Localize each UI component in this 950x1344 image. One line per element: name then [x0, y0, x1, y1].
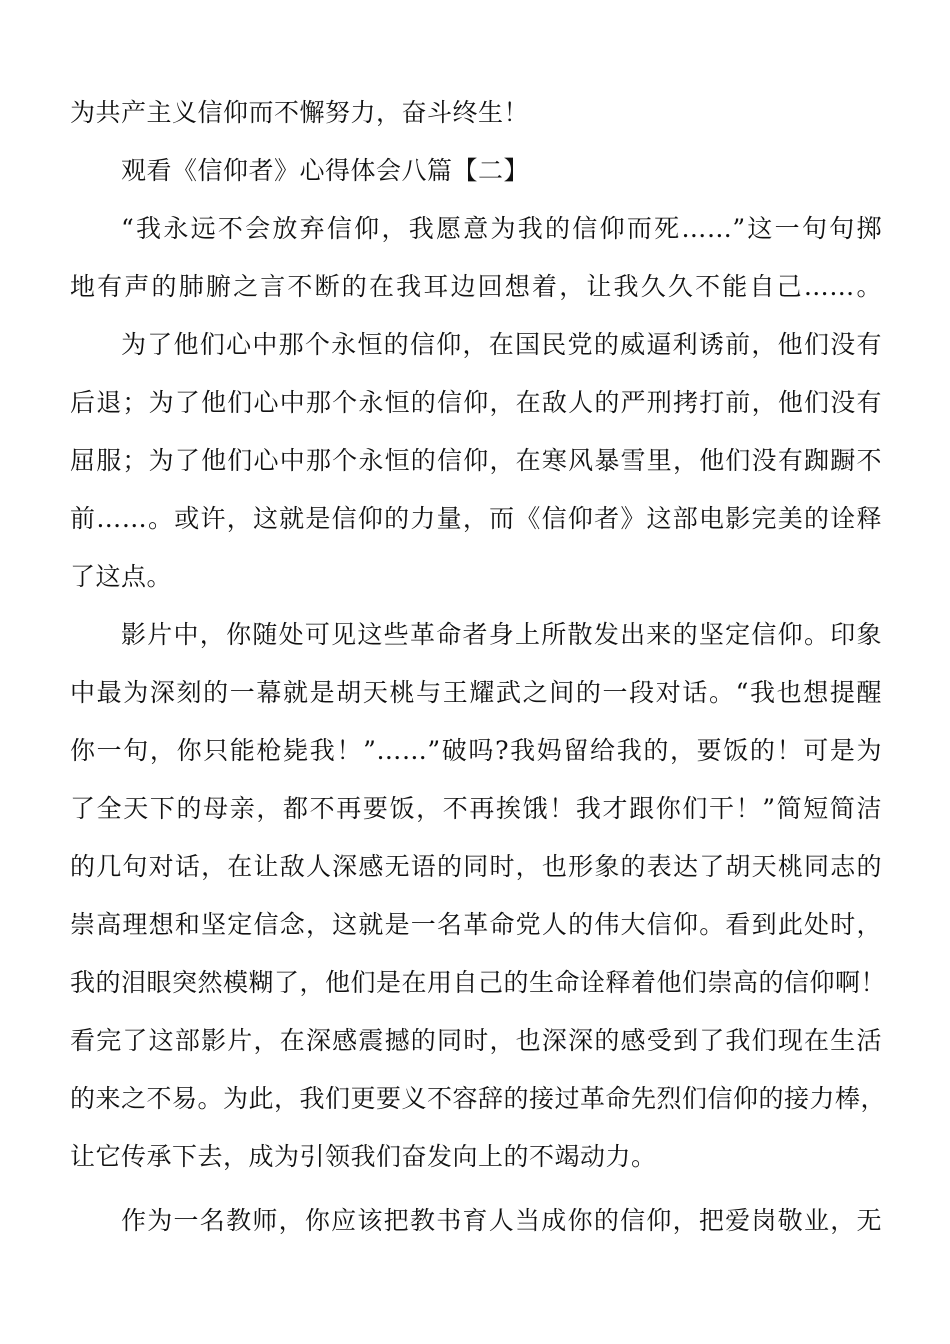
text-line: 你一句，你只能枪毙我！”……”破吗?我妈留给我的，要饭的！可是为: [70, 736, 882, 765]
text-line: 为共产主义信仰而不懈努力，奋斗终生！: [70, 98, 530, 127]
text-line: “我永远不会放弃信仰，我愿意为我的信仰而死……”这一句句掷: [121, 214, 882, 243]
text-line: 为了他们心中那个永恒的信仰，在国民党的威逼利诱前，他们没有: [121, 330, 882, 359]
text-line: 我的泪眼突然模糊了，他们是在用自己的生命诠释着他们崇高的信仰啊！: [70, 968, 887, 997]
text-line: 中最为深刻的一幕就是胡天桃与王耀武之间的一段对话。“我也想提醒: [70, 678, 882, 707]
text-line: 地有声的肺腑之言不断的在我耳边回想着，让我久久不能自己……。: [70, 272, 882, 301]
text-line: 让它传承下去，成为引领我们奋发向上的不竭动力。: [70, 1142, 657, 1171]
text-line: 了这点。: [70, 562, 173, 591]
text-line: 前……。或许，这就是信仰的力量，而《信仰者》这部电影完美的诠释: [70, 504, 882, 533]
text-line: 的几句对话，在让敌人深感无语的同时，也形象的表达了胡天桃同志的: [70, 852, 882, 881]
text-line: 影片中，你随处可见这些革命者身上所散发出来的坚定信仰。印象: [121, 620, 882, 649]
text-line: 作为一名教师，你应该把教书育人当成你的信仰，把爱岗敬业，无: [121, 1206, 882, 1235]
text-line: 了全天下的母亲，都不再要饭，不再挨饿！我才跟你们干！”简短简洁: [70, 794, 882, 823]
text-line: 崇高理想和坚定信念，这就是一名革命党人的伟大信仰。看到此处时，: [70, 910, 882, 939]
text-line: 屈服；为了他们心中那个永恒的信仰，在寒风暴雪里，他们没有踟蹰不: [70, 446, 882, 475]
text-line: 后退；为了他们心中那个永恒的信仰，在敌人的严刑拷打前，他们没有: [70, 388, 882, 417]
text-line: 的来之不易。为此，我们更要义不容辞的接过革命先烈们信仰的接力棒，: [70, 1084, 887, 1113]
text-line: 看完了这部影片，在深感震撼的同时，也深深的感受到了我们现在生活: [70, 1026, 882, 1055]
section-heading: 观看《信仰者》心得体会八篇【二】: [121, 156, 530, 185]
